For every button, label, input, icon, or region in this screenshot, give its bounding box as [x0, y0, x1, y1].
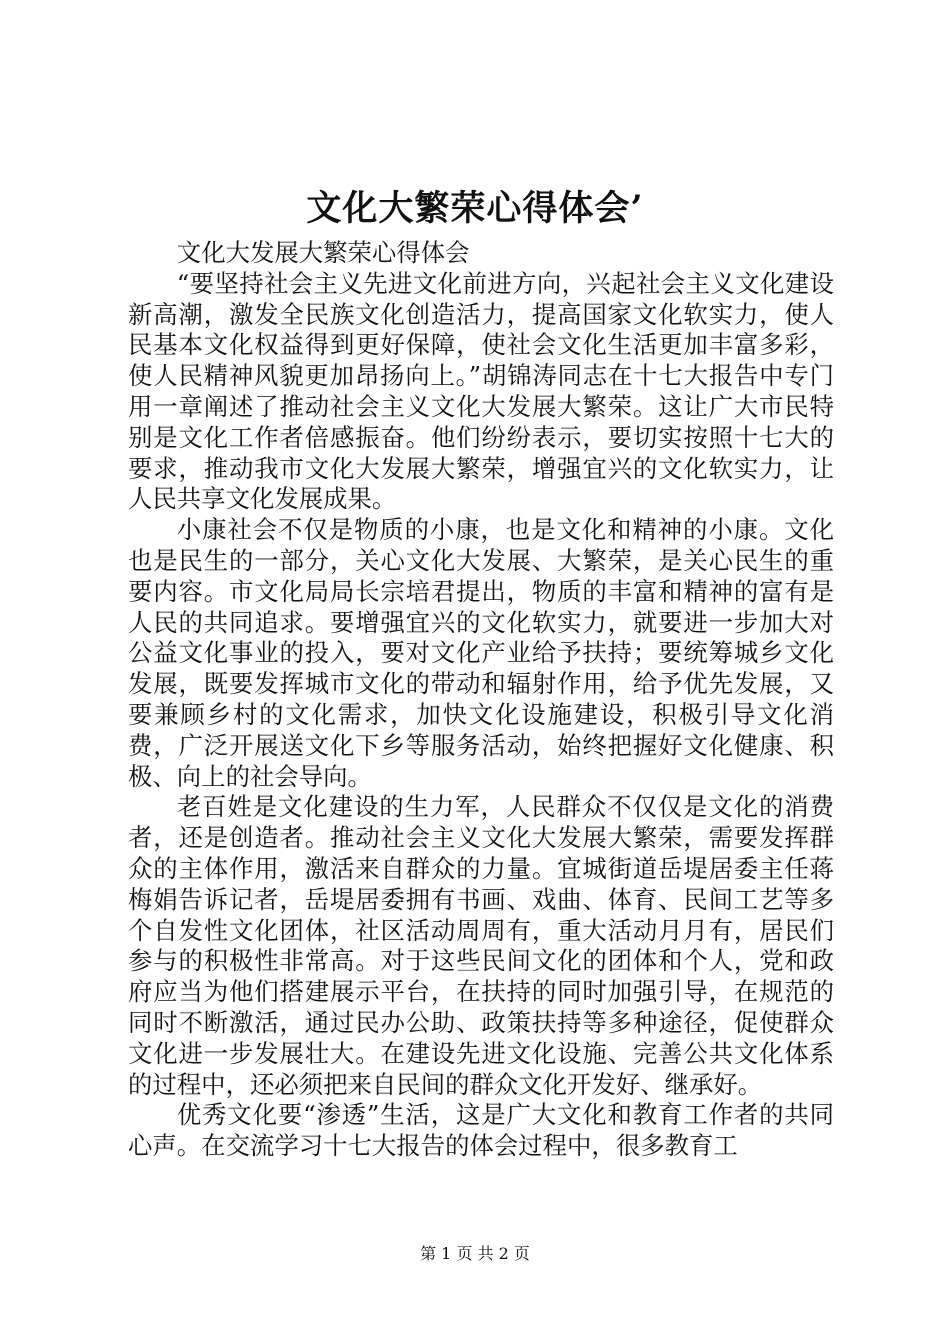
body-paragraph: “要坚持社会主义先进文化前进方向，兴起社会主义文化建设新高潮，激发全民族文化创造活力，提高国家文化软实力，使人民基本文化权益得到更好保障，使社会文化生活更加丰富多彩，使人民精神风貌更加昂扬向上。”胡锦涛同志在十七大报告中专门用一章阐述了推动社会主义文化大发展大繁荣。这让广大市民特别是文化工作者倍感振奋。他们纷纷表示，要切实按照十七大的要求，推动我市文化大发展大繁荣，增强宜兴的文化软实力，让人民共享文化发展成果。: [128, 268, 834, 514]
document-body: [128, 238, 834, 1162]
body-paragraph: 小康社会不仅是物质的小康，也是文化和精神的小康。文化也是民生的一部分，关心文化大发展、大繁荣，是关心民生的重要内容。市文化局局长宗培君提出，物质的丰富和精神的富有是人民的共同追求。要增强宜兴的文化软实力，就要进一步加大对公益文化事业的投入，要对文化产业给予扶持；要统筹城乡文化发展，既要发挥城市文化的带动和辐射作用，给予优先发展，又要兼顾乡村的文化需求，加快文化设施建设，积极引导文化消费，广泛开展送文化下乡等服务活动，始终把握好文化健康、积极、向上的社会导向。: [128, 515, 834, 791]
subtitle-paragraph: 文化大发展大繁荣心得体会: [176, 238, 470, 267]
page-number-footer: 第 1 页 共 2 页: [420, 1244, 530, 1263]
document-title: 文化大繁荣心得体会’: [306, 188, 644, 229]
body-paragraph: 老百姓是文化建设的生力军，人民群众不仅仅是文化的消费者，还是创造者。推动社会主义文化大发展大繁荣，需要发挥群众的主体作用，激活来自群众的力量。宜城街道岳堤居委主任蒋梅娟告诉记者，岳堤居委拥有书画、戏曲、体育、民间工艺等多个自发性文化团体，社区活动周周有，重大活动月月有，居民们参与的积极性非常高。对于这些民间文化的团体和个人，党和政府应当为他们搭建展示平台，在扶持的同时加强引导，在规范的同时不断激活，通过民办公助、政策扶持等多种途径，促使群众文化进一步发展壮大。在建设先进文化设施、完善公共文化体系的过程中，还必须把来自民间的群众文化开发好、继承好。: [128, 792, 834, 1099]
body-paragraph: 优秀文化要“渗透”生活，这是广大文化和教育工作者的共同心声。在交流学习十七大报告的体会过程中，很多教育工: [128, 1100, 834, 1161]
